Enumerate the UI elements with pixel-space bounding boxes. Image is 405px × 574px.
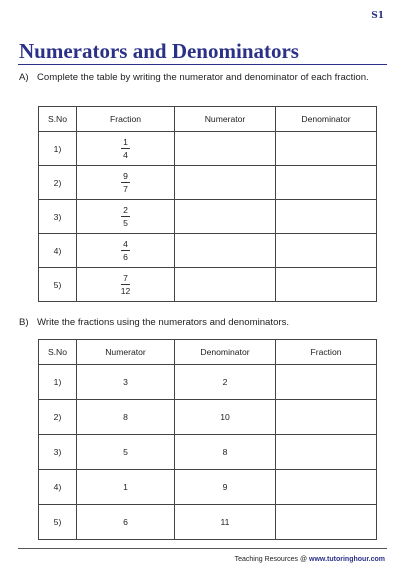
fraction (121, 205, 130, 228)
fraction-cell (77, 166, 175, 200)
footer-site-link[interactable]: www.tutoringhour.com (309, 556, 385, 563)
table-row (39, 400, 377, 435)
row-number: 3) (39, 200, 77, 234)
denominator-value: 9 (175, 470, 276, 505)
table-a-header-denominator: Denominator (276, 107, 377, 132)
fraction-numerator: 9 (123, 171, 128, 181)
row-number: 5) (39, 268, 77, 302)
fraction-cell (77, 234, 175, 268)
fraction (121, 137, 130, 160)
numerator-value: 3 (77, 365, 175, 400)
table-row (39, 200, 377, 234)
denominator-answer-cell[interactable] (276, 132, 377, 166)
table-a-header-fraction: Fraction (77, 107, 175, 132)
row-number: 2) (39, 400, 77, 435)
denominator-answer-cell[interactable] (276, 200, 377, 234)
table-row (39, 365, 377, 400)
numerator-answer-cell[interactable] (175, 132, 276, 166)
fraction-denominator: 7 (123, 184, 128, 194)
fraction-answer-cell[interactable] (276, 505, 377, 540)
numerator-value: 6 (77, 505, 175, 540)
table-a-header-sno: S.No (39, 107, 77, 132)
fraction-cell (77, 200, 175, 234)
page-title: Numerators and Denominators (19, 39, 299, 63)
question-a-letter: A) (19, 72, 29, 83)
question-b-instruction: Write the fractions using the numerators and denominators. (37, 317, 290, 328)
table-b (38, 339, 377, 540)
row-number: 1) (39, 365, 77, 400)
footer (235, 556, 385, 563)
fraction-numerator: 7 (123, 273, 128, 283)
question-b (19, 316, 387, 329)
numerator-answer-cell[interactable] (175, 234, 276, 268)
denominator-answer-cell[interactable] (276, 166, 377, 200)
fraction-numerator: 2 (123, 205, 128, 215)
fraction-cell (77, 132, 175, 166)
row-number: 3) (39, 435, 77, 470)
table-row (39, 470, 377, 505)
table-a-header-numerator: Numerator (175, 107, 276, 132)
table-row (39, 268, 377, 302)
table-row (39, 435, 377, 470)
table-b-header-row (39, 340, 377, 365)
question-a (19, 71, 387, 84)
row-number: 4) (39, 470, 77, 505)
table-b-header-denominator: Denominator (175, 340, 276, 365)
fraction-answer-cell[interactable] (276, 435, 377, 470)
footer-rule (18, 548, 387, 549)
table-row (39, 234, 377, 268)
denominator-answer-cell[interactable] (276, 234, 377, 268)
row-number: 5) (39, 505, 77, 540)
fraction (121, 171, 130, 194)
fraction (119, 273, 133, 296)
fraction-numerator: 1 (123, 137, 128, 147)
denominator-value: 11 (175, 505, 276, 540)
denominator-value: 8 (175, 435, 276, 470)
row-number: 4) (39, 234, 77, 268)
question-b-letter: B) (19, 317, 29, 328)
question-a-instruction: Complete the table by writing the numerator and denominator of each fraction. (37, 72, 369, 83)
table-row (39, 166, 377, 200)
title-rule (18, 64, 387, 65)
row-number: 1) (39, 132, 77, 166)
numerator-value: 5 (77, 435, 175, 470)
numerator-value: 8 (77, 400, 175, 435)
fraction-answer-cell[interactable] (276, 470, 377, 505)
table-row (39, 132, 377, 166)
table-b-header-fraction: Fraction (276, 340, 377, 365)
fraction-answer-cell[interactable] (276, 365, 377, 400)
fraction-denominator: 5 (123, 218, 128, 228)
footer-label: Teaching Resources @ (234, 556, 310, 563)
fraction-denominator: 12 (120, 286, 131, 296)
fraction-numerator: 4 (123, 239, 128, 249)
numerator-value: 1 (77, 470, 175, 505)
table-row (39, 505, 377, 540)
denominator-answer-cell[interactable] (276, 268, 377, 302)
numerator-answer-cell[interactable] (175, 200, 276, 234)
fraction (121, 239, 130, 262)
fraction-answer-cell[interactable] (276, 400, 377, 435)
table-a (38, 106, 377, 302)
numerator-answer-cell[interactable] (175, 166, 276, 200)
fraction-denominator: 4 (123, 150, 128, 160)
fraction-cell (77, 268, 175, 302)
row-number: 2) (39, 166, 77, 200)
denominator-value: 2 (175, 365, 276, 400)
table-b-header-numerator: Numerator (77, 340, 175, 365)
denominator-value: 10 (175, 400, 276, 435)
sheet-code: S1 (371, 11, 384, 21)
table-a-header-row (39, 107, 377, 132)
fraction-denominator: 6 (123, 252, 128, 262)
table-b-header-sno: S.No (39, 340, 77, 365)
numerator-answer-cell[interactable] (175, 268, 276, 302)
